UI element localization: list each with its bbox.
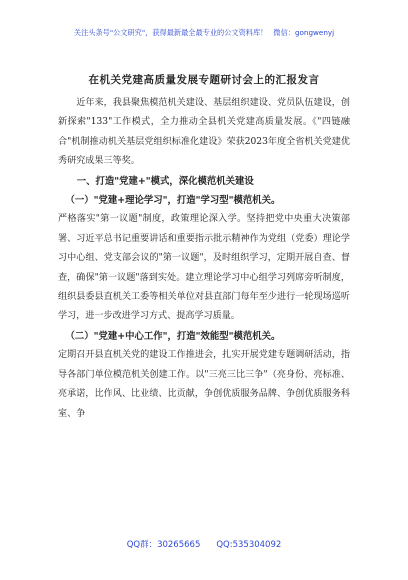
- subsection-paragraph-2: 定期召开县直机关党的建设工作推进会，扎实开展党建专题调研活动，指导各部门单位模范机关创建工作。以"三亮三比三争"（亮身份、亮标准、亮承诺，比作风、比业绩、比贡献，争创优质服务品牌、争创优质服务科室、争: [58, 350, 350, 419]
- footer-qq: QQ:535304092: [216, 540, 282, 550]
- document-body: [58, 94, 350, 424]
- document-title: 在机关党建高质量发展专题研讨会上的汇报发言: [88, 74, 320, 86]
- subsection-paragraph-1: 严格落实"第一议题"制度，政策理论深入学。坚持把党中央重大决策部署、习近平总书记重要讲话和重要指示批示精神作为党组（党委）理论学习中心组、党支部会议的"第一议题"，及时组织学习，定期开展自查、督查，确保"第一议题"落到实处。建立理论学习中心组学习列席旁听制度，组织县委县直机关工委等相关单位对县直部门每年至少进行一轮现场巡听学习，进一步改进学习方式、提高学习质量。: [58, 214, 350, 322]
- banner-text: 关注头条号"公文研究"，获得最新最全最专业的公文资料库！: [73, 28, 268, 37]
- banner-wechat: 微信：gongwenyj: [273, 28, 335, 37]
- promo-banner[interactable]: [0, 28, 408, 38]
- footer-qq-group: QQ群：30265665: [126, 540, 201, 550]
- subsection-heading-2: （二）"党建+中心工作"，打造"效能型"模范机关。: [65, 330, 281, 342]
- contact-footer: [0, 538, 408, 550]
- subsection-heading-1: （一）"党建+理论学习"，打造"学习型"模范机关。: [65, 195, 281, 207]
- intro-paragraph: 近年来，我县聚焦模范机关建设、基层组织建设、党员队伍建设，创新探索"133"工作模式，全力推动全县机关党建高质量发展。《"四链融合"机制推动机关基层党组织标准化建设》荣获2023年度全省机关党建优秀研究成果三等奖。: [58, 98, 350, 167]
- section-heading: 一、打造"党建+"模式，深化模范机关建设: [76, 175, 254, 187]
